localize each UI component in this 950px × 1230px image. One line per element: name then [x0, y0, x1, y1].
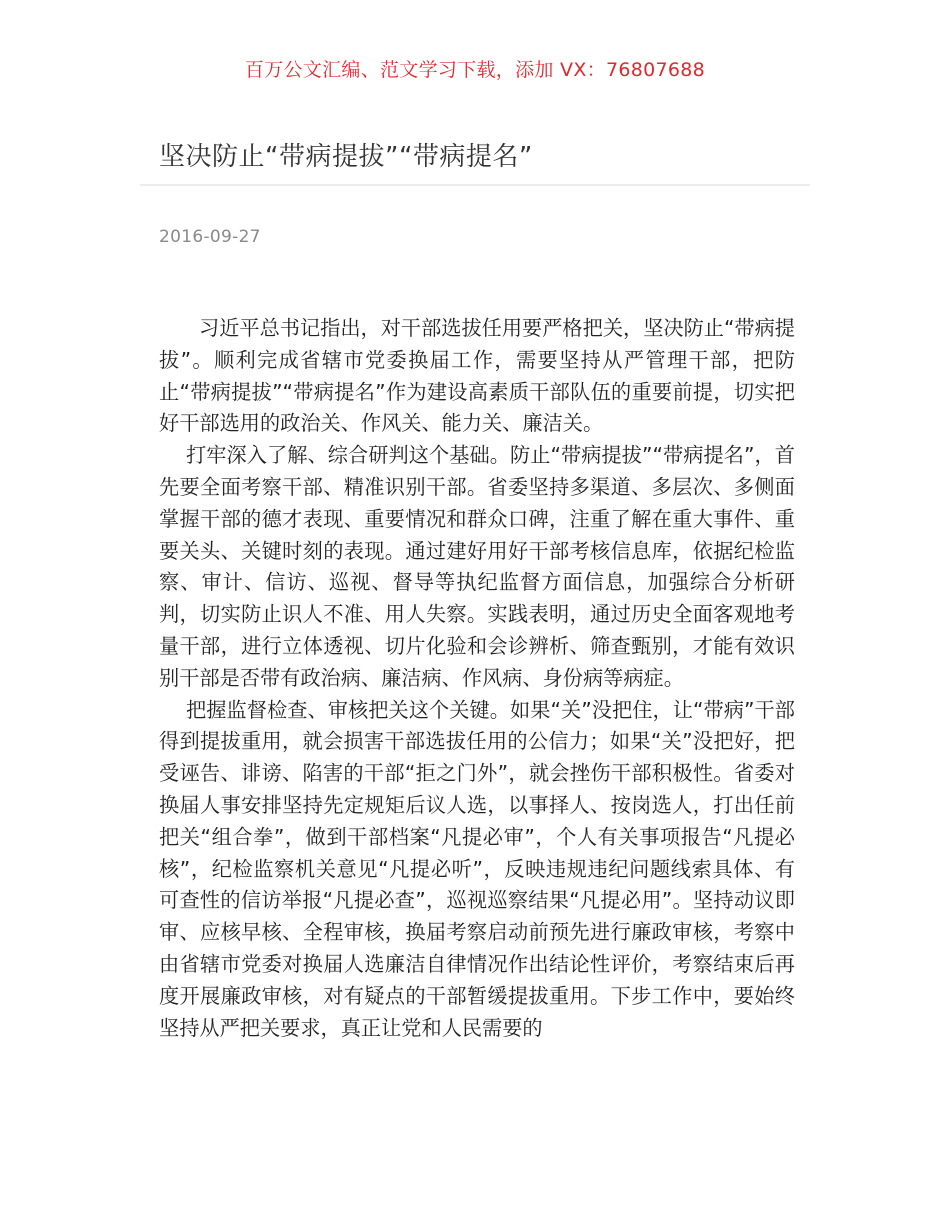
paragraph: 把握监督检查、审核把关这个关键。如果“关”没把住，让“带病”干部得到提拔重用，就会损害干部选拔任用的公信力；如果“关”没把好，把受诬告、诽谤、陷害的干部“拒之门外”，就会挫伤干部积极性。省委对换届人事安排坚持先定规矩后议人选，以事择人、按岗选人，打出任前把关“组合拳”，做到干部档案“凡提必审”，个人有关事项报告“凡提必核”，纪检监察机关意见“凡提必听”，反映违规违纪问题线索具体、有可查性的信访举报“凡提必查”，巡视巡察结果“凡提必用”。坚持动议即审、应核早核、全程审核，换届考察启动前预先进行廉政审核，考察中由省辖市党委对换届人选廉洁自律情况作出结论性评价，考察结束后再度开展廉政审核，对有疑点的干部暂缓提拔重用。下步工作中，要始终坚持从严把关要求，真正让党和人民需要的 — [159, 697, 795, 1040]
paragraph: 习近平总书记指出，对干部选拔任用要严格把关，坚决防止“带病提拔”。顺利完成省辖市党委换届工作，需要坚持从严管理干部，把防止“带病提拔”“带病提名”作为建设高素质干部队伍的重要前提，切实把好干部选用的政治关、作风关、能力关、廉洁关。 — [159, 316, 795, 436]
paragraph: 打牢深入了解、综合研判这个基础。防止“带病提拔”“带病提名”，首先要全面考察干部、精准识别干部。省委坚持多渠道、多层次、多侧面掌握干部的德才表现、重要情况和群众口碑，注重了解在重大事件、重要关头、关键时刻的表现。通过建好用好干部考核信息库，依据纪检监察、审计、信访、巡视、督导等执纪监督方面信息，加强综合分析研判，切实防止识人不准、用人失察。实践表明，通过历史全面客观地考量干部，进行立体透视、切片化验和会诊辨析、筛查甄别，才能有效识别干部是否带有政治病、廉洁病、作风病、身份病等病症。 — [159, 443, 795, 690]
article-body — [159, 313, 795, 1044]
publish-date: 2016-09-27 — [159, 227, 261, 247]
promo-banner: 百万公文汇编、范文学习下载，添加 VX：76807688 — [244, 59, 706, 81]
title-divider — [140, 184, 810, 186]
article-title: 坚决防止“带病提拔”“带病提名” — [159, 142, 533, 172]
